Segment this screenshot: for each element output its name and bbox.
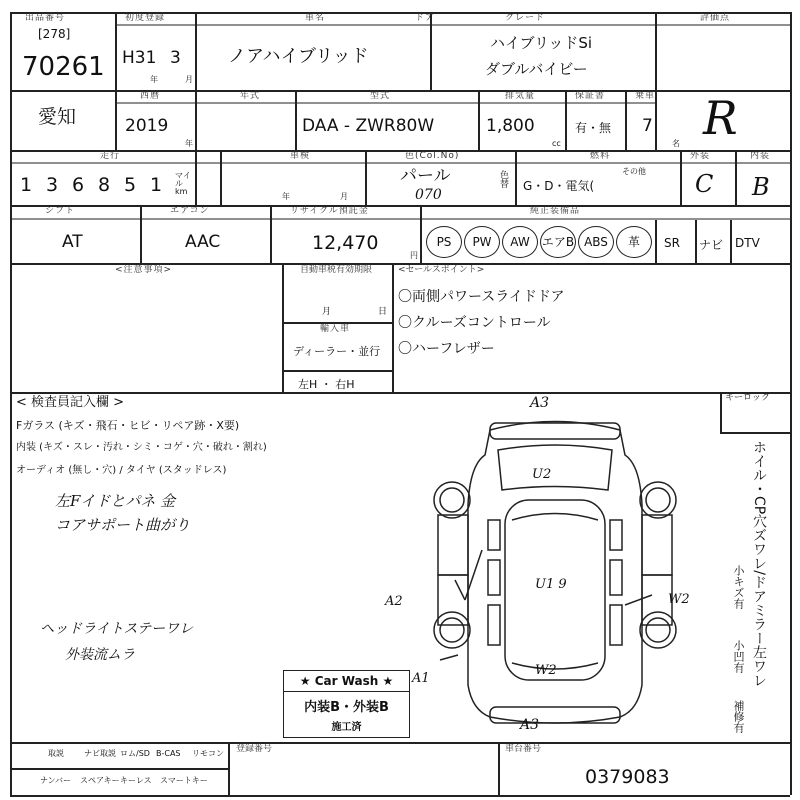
lot-number: 70261: [22, 52, 105, 82]
aircon: AAC: [185, 232, 221, 252]
div-n2: [392, 263, 394, 392]
frame-right: [790, 12, 792, 795]
div-r4a: [140, 205, 142, 263]
equipment-plain: ナビ: [699, 238, 724, 252]
div-d: [655, 12, 657, 150]
div-r4c: [420, 205, 422, 263]
side-note-vertical: ホイル・CP穴ズワレ/ドアミラー左ワレ: [751, 440, 767, 687]
seats: 7: [642, 116, 653, 136]
chassis-no: 0379083: [585, 766, 670, 788]
mileage-digit: 1: [20, 174, 33, 196]
mileage-digit: 8: [98, 174, 111, 196]
div-r4b: [270, 205, 272, 263]
keylock-label: キーロック: [725, 393, 770, 403]
year-unit: 年: [150, 75, 158, 84]
lot-bracket: [278]: [38, 27, 71, 41]
inspector-title: < 検査員記入欄 >: [16, 395, 125, 410]
carwash-done: 施工済: [331, 722, 362, 733]
frame-left: [10, 12, 12, 795]
mark-w2-right: W2: [668, 592, 690, 607]
mileage-digit: 6: [72, 174, 85, 196]
carwash-body: 内装B・外装B: [304, 700, 389, 715]
footer-item: キーレス: [120, 776, 152, 785]
sales-point-1: 〇両側パワースライドドア: [398, 289, 565, 305]
month-unit: 月: [185, 75, 193, 84]
equipment-plain: SR: [664, 236, 680, 250]
side-note-small2: 小凹有: [732, 640, 745, 673]
footer-item: ナンバー: [40, 776, 72, 785]
frame-row1-bottom: [10, 90, 790, 92]
notes-day: 日: [378, 307, 388, 317]
div-r4f: [730, 220, 732, 263]
displacement: 1,800: [486, 116, 535, 136]
div-keylock: [720, 392, 722, 432]
label-seats: 乗車: [635, 91, 656, 101]
first-reg-month: 3: [170, 48, 181, 68]
mark-u19: U1 9: [535, 577, 567, 592]
div-r3b: [220, 150, 222, 205]
color-change: 色替: [500, 171, 510, 190]
footer-item: スマートキー: [160, 776, 208, 785]
inspector-line3: オーディオ (無し・穴) / タイヤ (スタッドレス): [16, 465, 227, 476]
div-r4d: [655, 220, 657, 263]
inspector-hand1: 左Fイドとパネ 金: [55, 492, 176, 510]
div-r2a: [195, 90, 197, 150]
label-inspection: 車検: [290, 151, 311, 161]
div-r4e: [695, 220, 697, 263]
equipment-circled: PS: [426, 226, 462, 258]
row4-label-line: [10, 218, 790, 220]
footer-item: リモコン: [192, 749, 224, 758]
inspector-hand3: ヘッドライトステーワレ: [40, 621, 194, 637]
label-recycle: リサイクル預託金: [290, 206, 369, 216]
label-reg-no: 登録番号: [236, 744, 273, 754]
score: R: [703, 91, 738, 145]
label-insp-valid: 自動車税有効期限: [300, 265, 373, 275]
row2-label-line: [115, 102, 655, 104]
equipment-plain: DTV: [735, 236, 760, 250]
footer-item: ロム/SD: [120, 749, 150, 758]
carwash-title: ★ Car Wash ★: [284, 671, 409, 692]
dealer: ディーラー・並行: [293, 345, 381, 358]
label-doors: ドア: [415, 13, 435, 23]
steering: 左H ・ 右H: [298, 378, 355, 391]
mark-a3-bottom: A3: [520, 717, 540, 733]
grade-line2: ダブルバイビー: [485, 60, 588, 78]
seats-unit: 名: [672, 139, 680, 148]
label-mileage: 走行: [100, 151, 121, 161]
label-sales-point: <セールスポイント>: [398, 265, 485, 275]
label-equipment: 純正装備品: [530, 206, 581, 216]
notes-month: 月: [322, 307, 332, 317]
region: 愛知: [38, 106, 77, 128]
grade-line1: ハイブリッドSi: [490, 34, 593, 52]
frame-row3-bottom: [10, 205, 790, 207]
div-r3f: [735, 150, 737, 205]
label-first-reg: 初度登録: [125, 13, 166, 23]
div-r2d: [565, 90, 567, 150]
mark-w2-bottom: W2: [535, 663, 557, 678]
footer-item: スペアキー: [80, 776, 120, 785]
recycle: 12,470: [312, 232, 379, 254]
inspector-line2: 内装 (キズ・スレ・汚れ・シミ・コゲ・穴・破れ・割れ): [16, 442, 267, 453]
frame-notes-bottom: [10, 392, 790, 394]
sales-point-2: 〇クルーズコントロール: [398, 315, 551, 331]
model-code: DAA - ZWR80W: [302, 116, 435, 136]
label-ac: エアコン: [170, 206, 210, 216]
equipment-circled: AW: [502, 226, 538, 258]
fuel: G・D・電気(: [523, 179, 595, 193]
mileage-digit: 1: [150, 174, 163, 196]
div-r2b: [295, 90, 297, 150]
equipment-circled: 革: [616, 226, 652, 258]
div-keylock-b: [720, 432, 790, 434]
div-a: [115, 12, 117, 150]
label-type: 年式: [240, 91, 261, 101]
mark-u2: U2: [532, 467, 552, 482]
label-chassis: 車台番号: [505, 744, 542, 754]
cc-unit: cc: [552, 139, 561, 148]
equipment-circled: エアB: [540, 226, 576, 258]
footer-d1: [228, 742, 230, 795]
label-import: 輸入車: [320, 324, 351, 334]
footer-item: 取説: [48, 749, 64, 758]
label-cc: 排気量: [505, 91, 536, 101]
div-n4: [282, 370, 392, 372]
mileage-digit: 3: [46, 174, 59, 196]
label-lot: 出品番号: [25, 13, 66, 23]
yen-unit: 円: [410, 251, 418, 260]
footer-item: ナビ取説: [84, 749, 116, 758]
mark-a1: A1: [412, 671, 430, 686]
frame-bottom: [10, 795, 790, 797]
color-no: 070: [415, 187, 442, 203]
car-diagram: [420, 395, 690, 740]
label-int: 内装: [750, 151, 771, 161]
year-unit2: 年: [185, 139, 193, 148]
frame-row2-bottom: [10, 150, 790, 152]
div-r3d: [515, 150, 517, 205]
label-caution: <注意事項>: [115, 265, 173, 275]
color-name: パール: [400, 166, 451, 186]
label-kata: 型式: [370, 91, 391, 101]
equipment-circled: PW: [464, 226, 500, 258]
sales-point-3: 〇ハーフレザー: [398, 341, 495, 357]
mark-a3-top: A3: [530, 395, 550, 411]
insp-year: 年: [282, 192, 290, 201]
div-r2c: [478, 90, 480, 150]
equipment-circled: ABS: [578, 226, 614, 258]
warranty: 有・無: [575, 121, 612, 135]
label-color: 色(Col.No): [405, 151, 460, 161]
fuel-other: その他: [622, 167, 646, 176]
div-r3e: [680, 150, 682, 205]
row1-label-line: [115, 24, 790, 26]
label-warranty: 保証書: [575, 91, 606, 101]
side-note-small3: 補修有: [732, 700, 745, 733]
frame-footer-top: [10, 742, 790, 744]
mile-km: マイル km: [175, 171, 191, 196]
label-score: 評価点: [700, 13, 731, 23]
div-r3c: [365, 150, 367, 205]
shift: AT: [62, 232, 83, 252]
int-grade: B: [752, 173, 770, 201]
div-r2e: [625, 90, 627, 150]
carwash-sticker: [283, 670, 410, 738]
footer-item: B-CAS: [156, 749, 181, 758]
ext-grade: C: [695, 170, 714, 198]
div-n1: [282, 263, 284, 392]
inspector-hand4: 外装流ムラ: [65, 647, 135, 663]
mark-a2: A2: [385, 594, 403, 609]
footer-mid: [10, 768, 228, 770]
row3-label-line: [10, 162, 790, 164]
label-shift: シフト: [45, 206, 76, 216]
label-model: 車名: [305, 13, 326, 23]
label-ext: 外装: [690, 151, 711, 161]
inspector-line1: Fガラス (キズ・飛石・ヒビ・リペア跡・X要): [16, 419, 240, 432]
label-grade: グレード: [505, 13, 546, 23]
insp-month: 月: [340, 192, 348, 201]
first-reg: H31: [122, 48, 157, 68]
mileage-digit: 5: [124, 174, 137, 196]
label-fuel: 燃料: [590, 151, 611, 161]
inspector-hand2: コアサポート曲がり: [55, 516, 191, 534]
footer-d2: [498, 742, 500, 795]
model-name: ノアハイブリッド: [228, 46, 369, 67]
year: 2019: [125, 116, 169, 136]
side-note-small1: 小キズ有: [732, 565, 745, 609]
div-r3a: [195, 150, 197, 205]
label-year: 西暦: [140, 91, 161, 101]
